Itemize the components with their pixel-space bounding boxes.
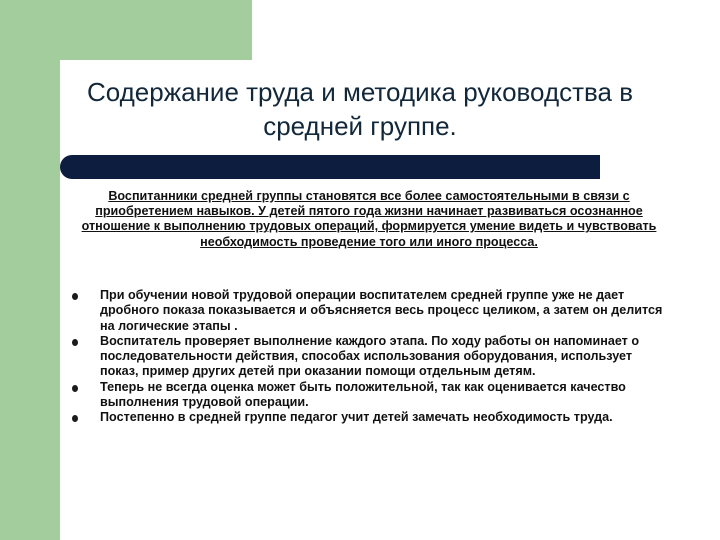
bullet-text: При обучении новой трудовой операции воспитателем средней группе уже не дает дробного показа показывается и объясняется весь процесс целиком, а затем он делится на логические этапы .: [100, 288, 663, 333]
bullet-item: [72, 380, 672, 411]
bullet-text: Воспитатель проверяет выполнение каждого этапа. По ходу работы он напоминает о последовательности действия, способах использования оборудования, использует показ, пример других детей при оказании помощи отдельным детям.: [100, 333, 640, 379]
slide-title: Содержание труда и методика руководства в средней группе.: [86, 77, 634, 141]
bullet-dot-icon: [72, 339, 78, 346]
title-divider-bar: [60, 155, 600, 179]
bullet-item: [72, 334, 672, 380]
bullet-list: [72, 288, 672, 426]
bullet-text: Теперь не всегда оценка может быть положительной, так как оценивается качество выполнения трудовой операции.: [100, 379, 626, 410]
bullet-dot-icon: [72, 293, 78, 300]
bullet-dot-icon: [72, 385, 78, 392]
bullet-item: [72, 410, 672, 425]
bullet-text: Постепенно в средней группе педагог учит детей замечать необходимость труда.: [100, 410, 613, 425]
bullet-dot-icon: [72, 415, 78, 422]
intro-paragraph: Воспитанники средней группы становятся все более самостоятельными в связи с приобретением навыков. У детей пятого года жизни начинает развиваться осознанное отношение к выполнению трудовых операций, формируется умение видеть и чувствовать необходимость проведение того или иного процесса.: [81, 189, 657, 249]
bullet-item: [72, 288, 672, 334]
decor-green-left: [0, 0, 60, 540]
